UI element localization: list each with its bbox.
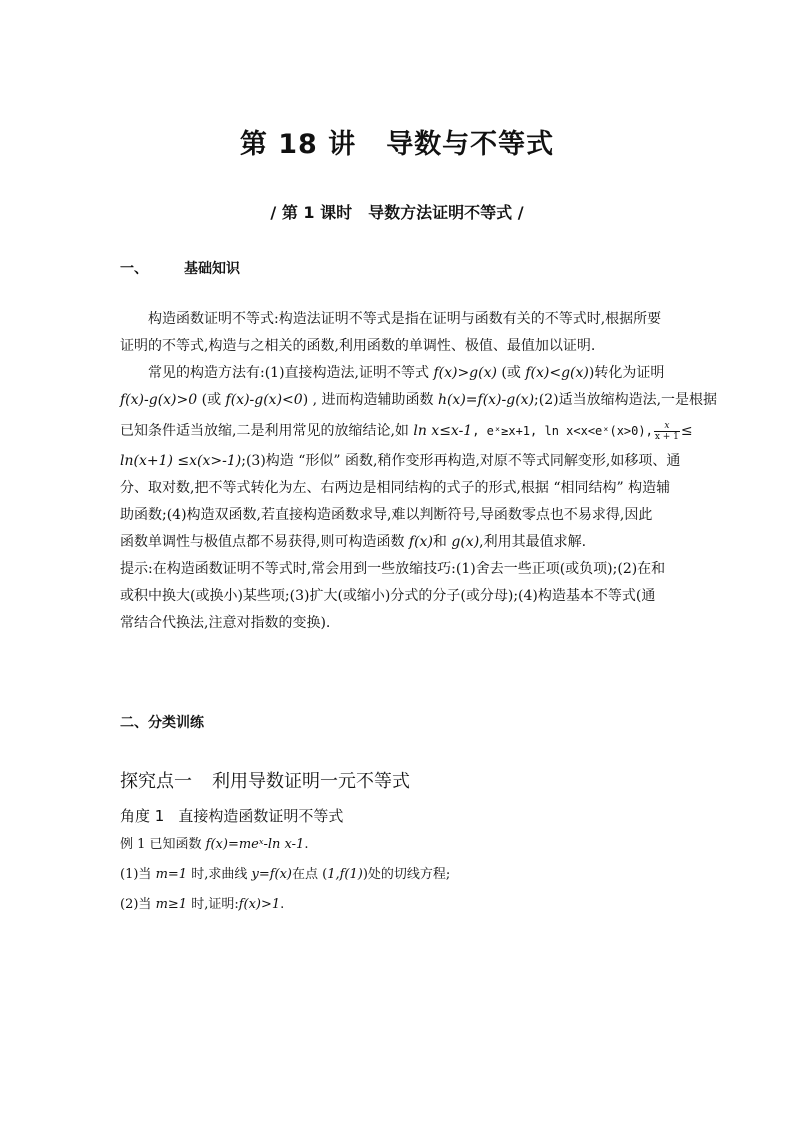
text-run: (1)当 xyxy=(120,867,156,882)
formula: m=1 xyxy=(155,867,188,882)
paragraph-line xyxy=(120,414,693,448)
formula: f(x)<g(x) xyxy=(525,365,589,381)
formula: ln(x+1) xyxy=(120,453,173,469)
lecture-number: 第 18 讲 xyxy=(239,129,357,160)
formula: ln x≤x-1 xyxy=(413,423,473,439)
explore-point-heading xyxy=(120,767,410,793)
text-run: (或 xyxy=(496,365,526,381)
formula: x(x>-1) xyxy=(189,453,242,469)
paragraph-line xyxy=(120,529,676,556)
text-run: ≤ xyxy=(680,423,693,439)
text-run: ;(3)构造 “形似” 函数,稍作变形再构造,对原不等式同解变形,如移项、通 xyxy=(241,453,681,469)
hint-line: 常结合代换法,注意对指数的变换). xyxy=(120,615,331,631)
section-number: 一、 xyxy=(120,261,148,277)
lesson-topic: 导数方法证明不等式 xyxy=(368,203,513,222)
text-run: 函数单调性与极值点都不易获得,则可构造函数 xyxy=(120,534,409,550)
text-run: 常见的构造方法有:(1)直接构造法,证明不等式 xyxy=(148,365,434,381)
text-run: ≤ xyxy=(172,453,190,469)
hint-line: 提示:在构造函数证明不等式时,常会用到一些放缩技巧:(1)舍去一些正项(或负项);(2)在和 xyxy=(120,561,666,577)
fraction-denominator: x + 1 xyxy=(654,431,679,442)
explore-topic: 利用导数证明一元不等式 xyxy=(212,771,410,792)
paragraph-line: 构造函数证明不等式:构造法证明不等式是指在证明与函数有关的不等式时,根据所要 xyxy=(148,311,662,327)
paragraph-line xyxy=(120,448,681,475)
formula: y=f(x) xyxy=(251,867,292,882)
text-run: ;(2)适当放缩构造法,一是根据 xyxy=(534,392,718,408)
example-part-2 xyxy=(120,890,450,920)
formula: f(x)=meˣ-ln x-1 xyxy=(205,837,305,852)
paragraph-line: 助函数;(4)构造双函数,若直接构造函数求导,难以判断符号,导函数零点也不易求得,因此 xyxy=(120,507,653,523)
formula: g(x) xyxy=(451,534,480,550)
text-run: 时,证明: xyxy=(187,897,239,912)
text-run: 在点 ( xyxy=(292,867,328,882)
lecture-topic: 导数与不等式 xyxy=(386,129,555,160)
formula: , eˣ≥x+1, ln x<x<eˣ(x>0), xyxy=(472,424,653,438)
formula: 1,f(1) xyxy=(327,867,363,882)
text-run: (或 xyxy=(197,392,226,408)
lesson-number: 第 1 课时 xyxy=(281,203,353,222)
text-run: )转化为证明 xyxy=(588,365,665,381)
text-run: 例 1 已知函数 xyxy=(120,837,206,852)
formula: f(x)-g(x)>0 xyxy=(120,392,198,408)
paragraph-line xyxy=(120,387,718,414)
hint-line: 或积中换大(或换小)某些项;(3)扩大(或缩小)分式的分子(或分母);(4)构造基本不等式(通 xyxy=(120,588,656,604)
section-label: 二、分类训练 xyxy=(120,715,204,731)
lesson-subtitle xyxy=(0,200,794,223)
section-heading-training xyxy=(120,712,204,732)
fraction-numerator: x xyxy=(654,421,680,432)
subtitle-open-slash: / xyxy=(270,203,277,222)
example-statement xyxy=(120,830,450,860)
text-run: (2)当 xyxy=(120,897,156,912)
text-run: . xyxy=(280,897,285,912)
angle-heading xyxy=(120,805,343,826)
section-label: 基础知识 xyxy=(184,261,240,277)
text-run: . xyxy=(304,837,309,852)
text-run: 和 xyxy=(432,534,452,550)
paragraph-line: 分、取对数,把不等式转化为左、右两边是相同结构的式子的形式,根据 “相同结构” 构造辅 xyxy=(120,480,671,496)
angle-number: 角度 1 xyxy=(120,807,165,825)
basics-body xyxy=(120,306,718,637)
formula: f(x) xyxy=(408,534,433,550)
formula: f(x)-g(x)<0 xyxy=(225,392,303,408)
formula: m≥1 xyxy=(155,897,188,912)
paragraph-line xyxy=(120,360,676,387)
formula: f(x)>1 xyxy=(238,897,281,912)
example-problem xyxy=(120,830,450,920)
angle-topic: 直接构造函数证明不等式 xyxy=(178,807,344,825)
explore-number: 探究点一 xyxy=(120,771,192,792)
example-part-1 xyxy=(120,860,450,890)
section-heading-basics xyxy=(120,258,240,278)
subtitle-close-slash: / xyxy=(517,203,524,222)
lecture-title xyxy=(0,122,794,161)
fraction xyxy=(654,421,680,442)
text-run: ) , 进而构造辅助函数 xyxy=(302,392,438,408)
text-run: )处的切线方程; xyxy=(362,867,451,882)
text-run: 时,求曲线 xyxy=(187,867,252,882)
formula: h(x)=f(x)-g(x) xyxy=(437,392,535,408)
text-run: 已知条件适当放缩,二是利用常见的放缩结论,如 xyxy=(120,423,414,439)
paragraph-line: 证明的不等式,构造与之相关的函数,利用函数的单调性、极值、最值加以证明. xyxy=(120,338,596,354)
formula: f(x)>g(x) xyxy=(433,365,497,381)
text-run: ,利用其最值求解. xyxy=(479,534,587,550)
